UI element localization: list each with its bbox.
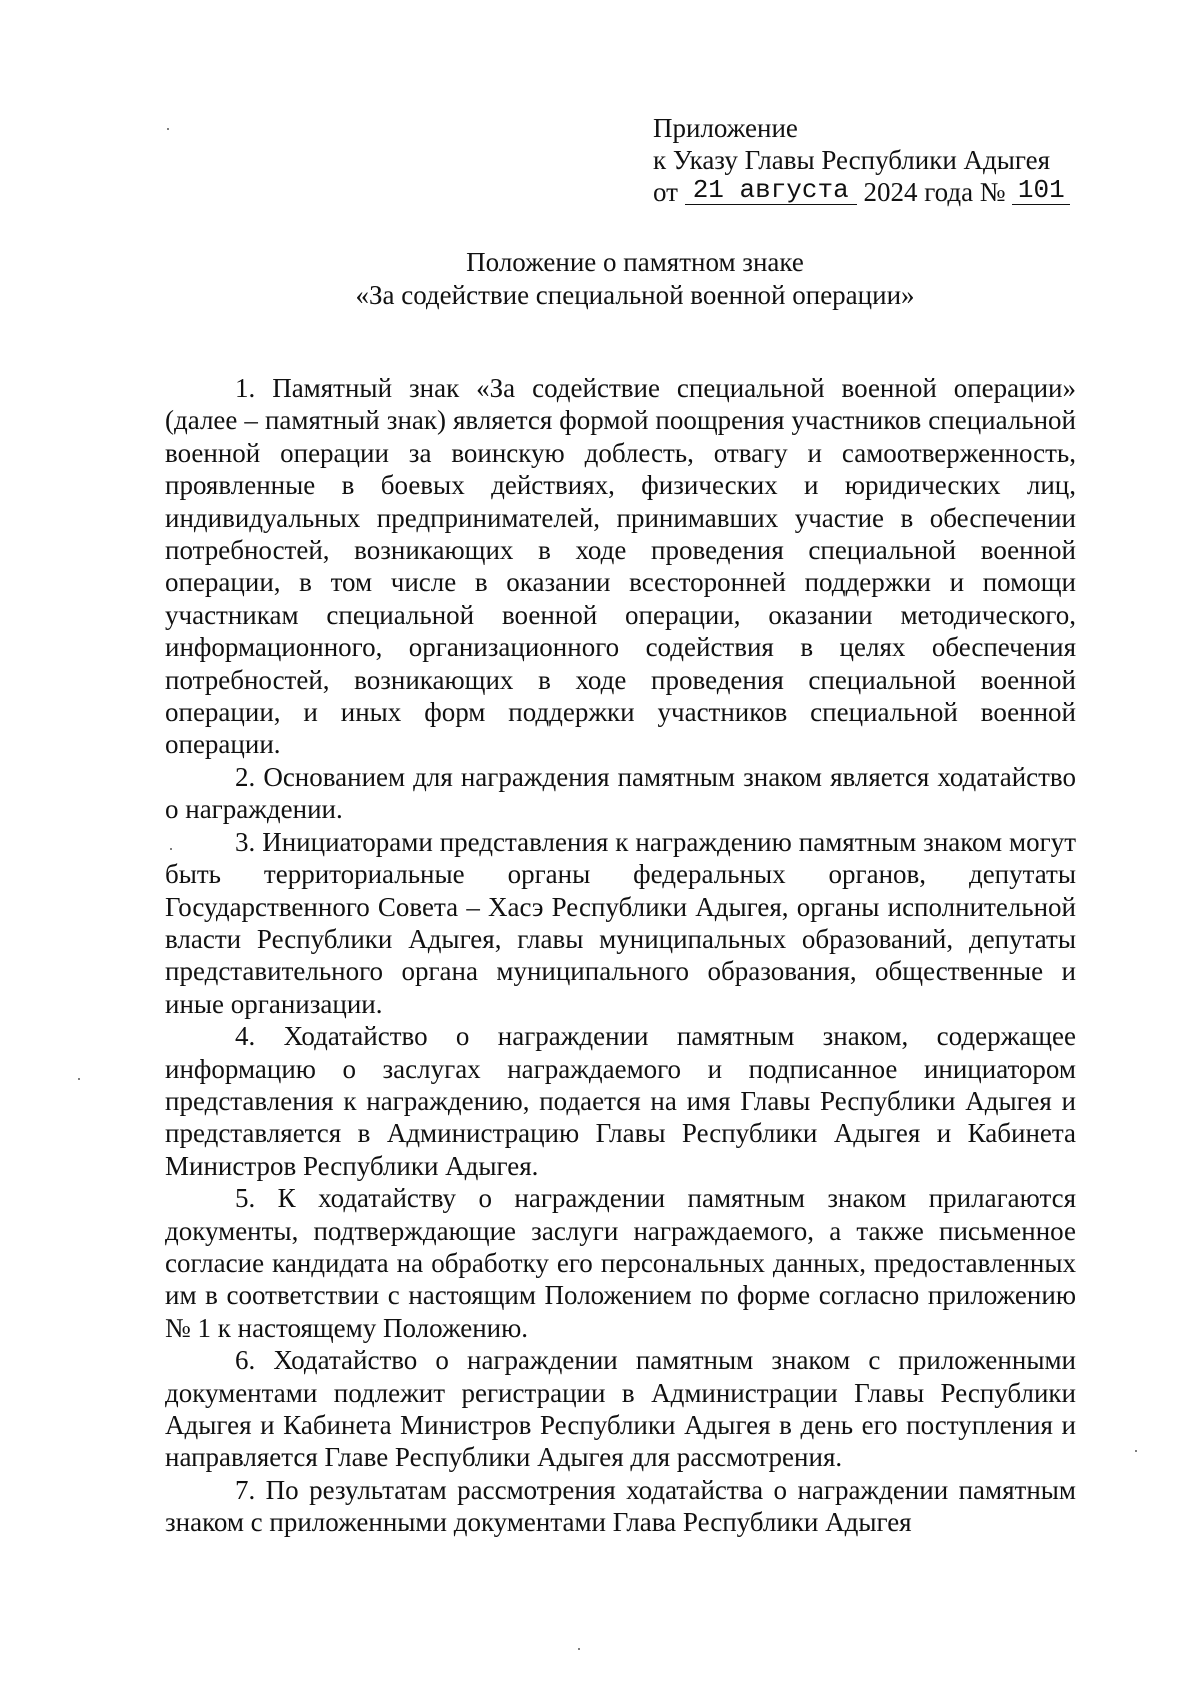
scan-speck (170, 848, 172, 850)
paragraph-3: 3. Инициаторами представления к награждению памятным знаком могут быть территориальные органы федеральных органов, депутаты Государственного Совета – Хасэ Республики Адыгея, органы исполнительной власти Республики Адыгея, главы муниципальных образований, депутаты представительного органа муниципального образования, общественные и иные организации. (165, 826, 1076, 1019)
appendix-reference: к Указу Главы Республики Адыгея (653, 145, 1051, 175)
title-line-1: Положение о памятном знаке (466, 247, 804, 277)
paragraph-7: 7. По результатам рассмотрения ходатайства о награждении памятным знаком с приложенными документами Глава Республики Адыгея (165, 1474, 1076, 1538)
decree-number: 101 (1012, 176, 1070, 205)
appendix-date-line (653, 176, 1093, 209)
decree-year: 2024 года № (863, 177, 1006, 207)
appendix-header (653, 112, 1093, 209)
paragraph-2: 2. Основанием для награждения памятным знаком является ходатайство о награждении. (165, 761, 1076, 825)
paragraph-5: 5. К ходатайству о награждении памятным знаком прилагаются документы, подтверждающие заслуги награждаемого, а также письменное согласие кандидата на обработку его персональных данных, предоставленных им в соответствии с настоящим Положением по форме согласно приложению № 1 к настоящему Положению. (165, 1183, 1076, 1343)
paragraph-1: 1. Памятный знак «За содействие специальной военной операции» (далее – памятный знак) является формой поощрения участников специальной военной операции за воинскую доблесть, отвагу и самоотверженность, проявленные в боевых действиях, физических и юридических лиц, индивидуальных предпринимателей, принимавших участие в обеспечении потребностей, возникающих в ходе проведения специальной военной операции, в том числе в оказании всесторонней поддержки и помощи участникам специальной военной операции, оказании методического, информационного, организационного содействия в целях обеспечения потребностей, возникающих в ходе проведения специальной военной операции, и иных форм поддержки участников специальной военной операции. (165, 373, 1076, 760)
paragraph-4: 4. Ходатайство о награждении памятным знаком, содержащее информацию о заслугах награждаемого и подписанное инициатором представления к награждению, подается на имя Главы Республики Адыгея и представляется в Администрацию Главы Республики Адыгея и Кабинета Министров Республики Адыгея. (165, 1021, 1076, 1181)
title-line-2: «За содействие специальной военной операции» (355, 280, 915, 310)
scan-speck (78, 1078, 80, 1080)
scan-speck (578, 1648, 580, 1650)
document-body (165, 372, 1076, 1539)
decree-date: 21 августа (685, 176, 857, 205)
date-prefix: от (653, 177, 678, 207)
paragraph-6: 6. Ходатайство о награждении памятным знаком с приложенными документами подлежит регистрации в Администрации Главы Республики Адыгея и Кабинета Министров Республики Адыгея в день его поступления и направляется Главе Республики Адыгея для рассмотрения. (165, 1345, 1076, 1473)
scan-speck (1135, 1450, 1137, 1452)
document-title (160, 246, 1110, 312)
appendix-label: Приложение (653, 113, 798, 143)
scan-speck (167, 128, 169, 130)
